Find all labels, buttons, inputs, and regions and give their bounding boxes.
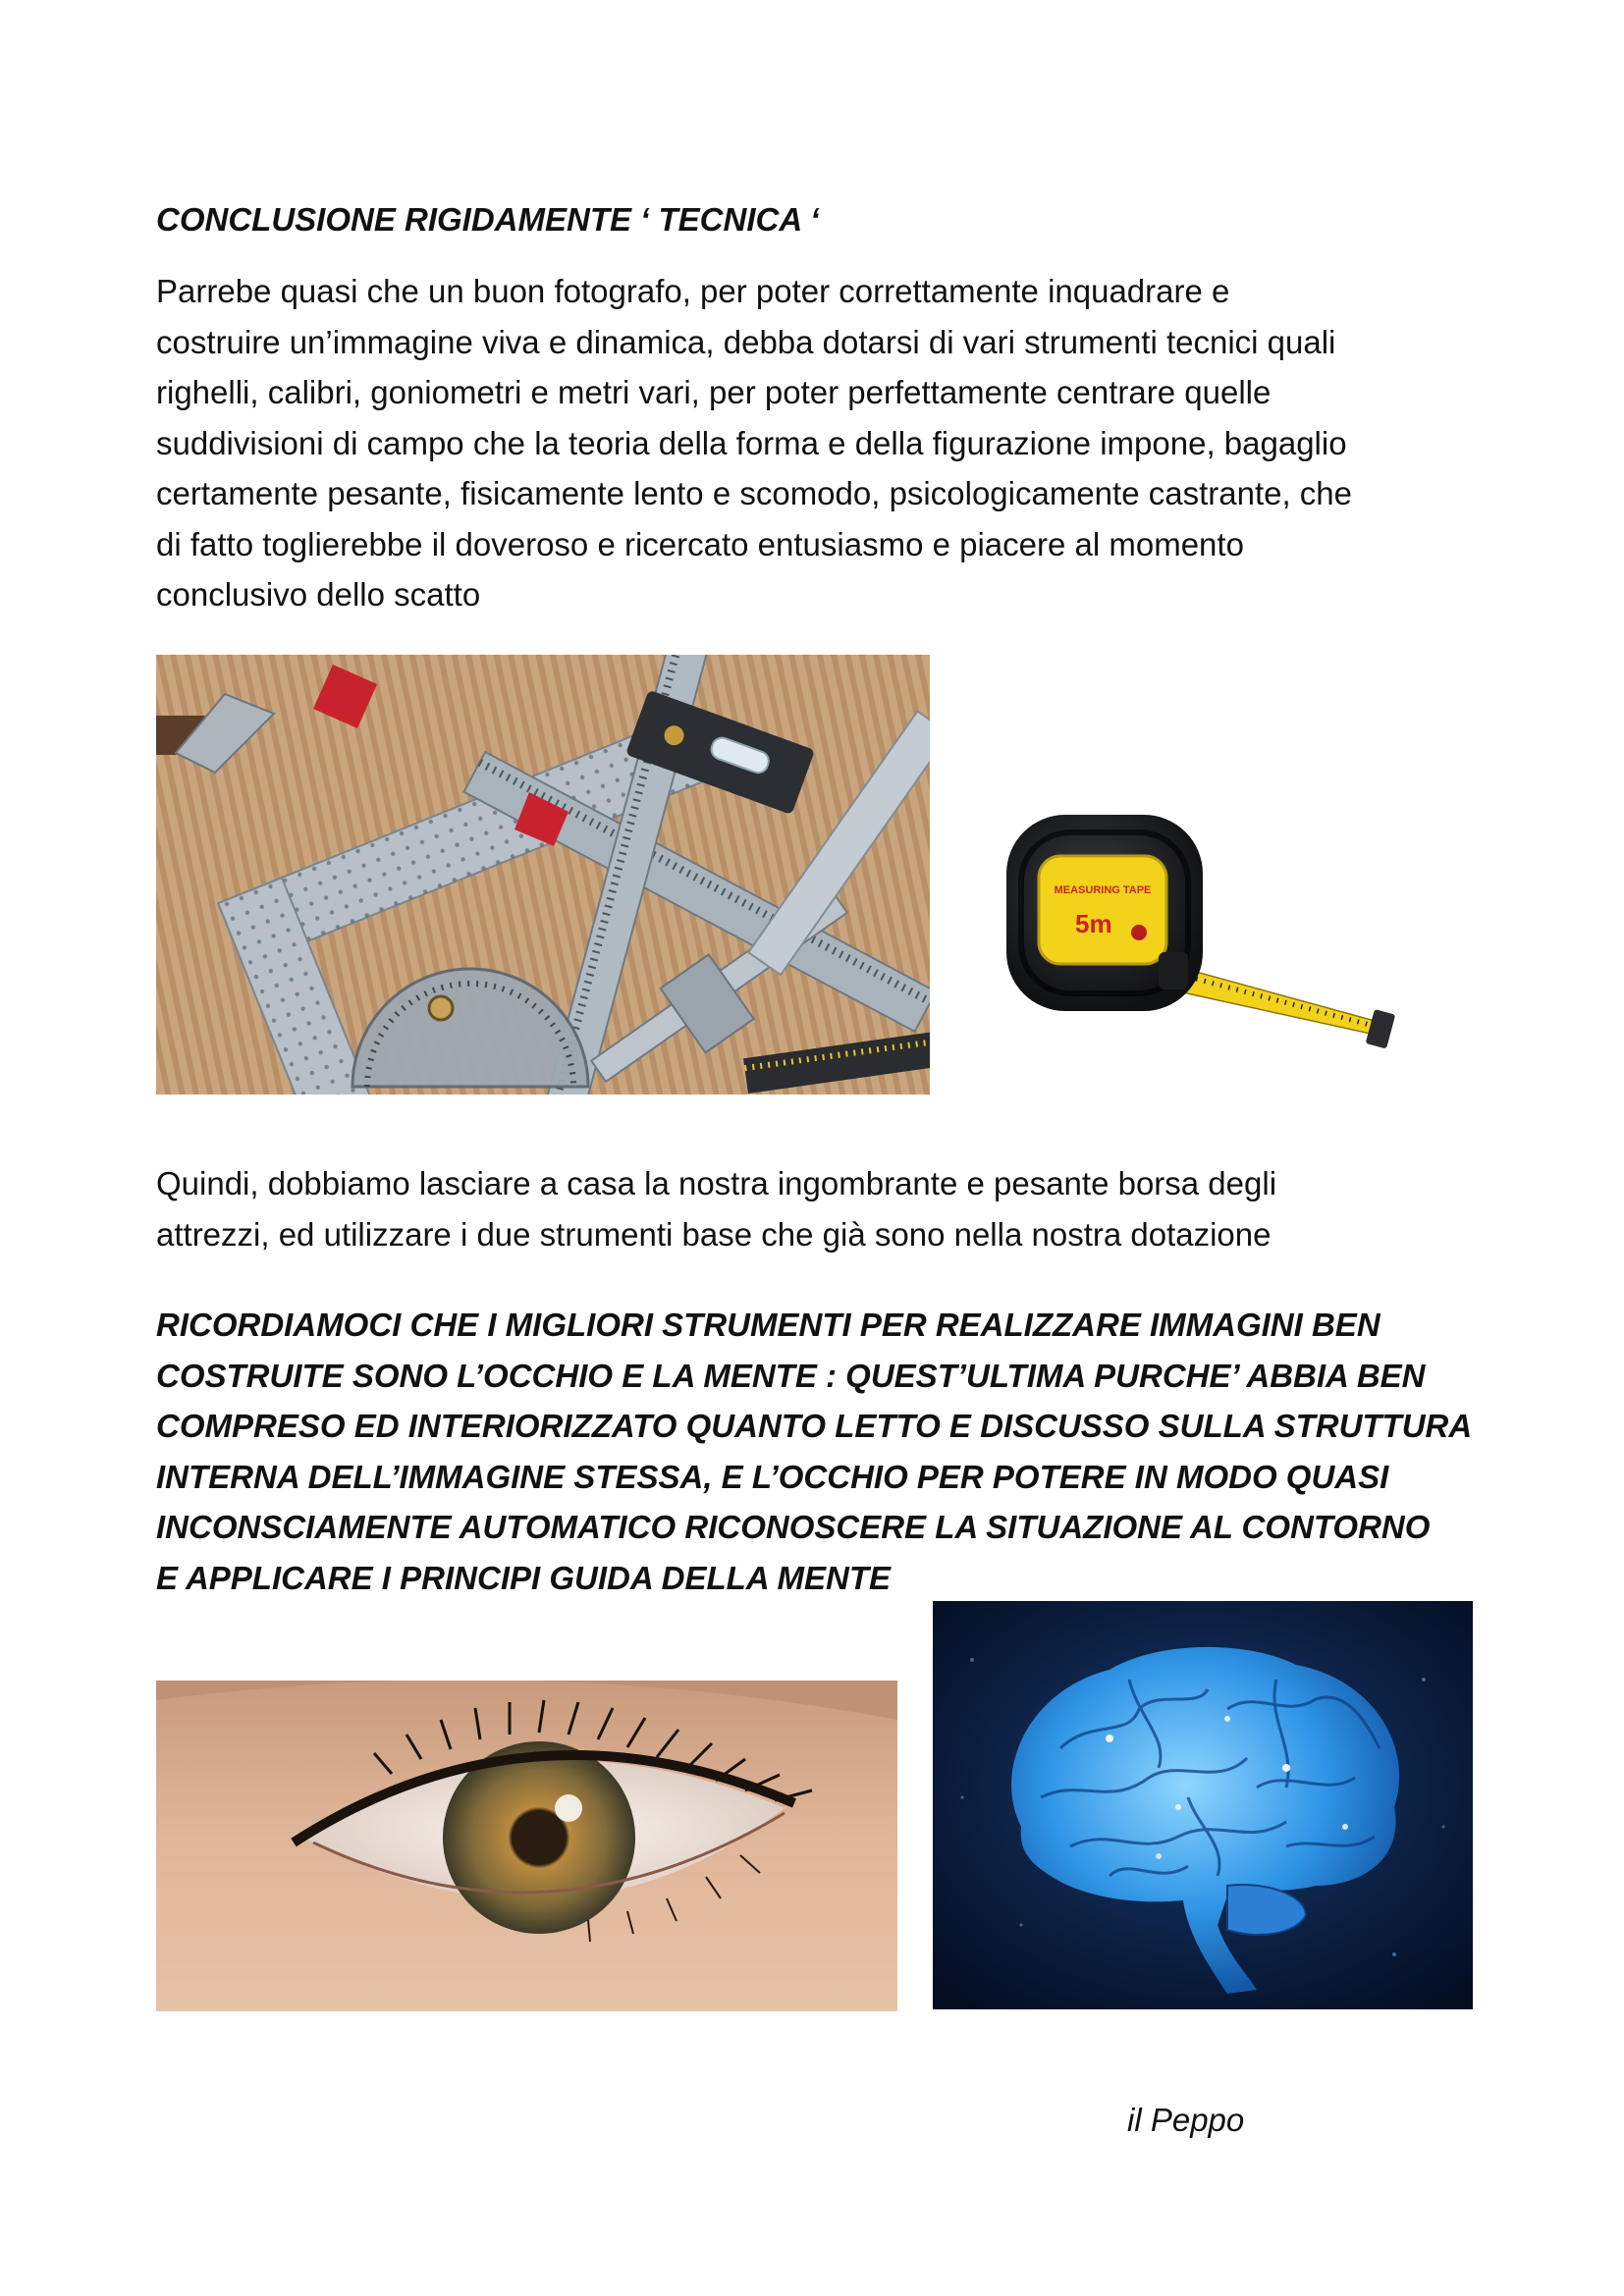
emphasis-line: COMPRESO ED INTERIORIZZATO QUANTO LETTO E DISCUSSO SULLA STRUTTURA bbox=[156, 1408, 1473, 1444]
text-line: Parrebe quasi che un buon fotografo, per poter correttamente inquadrare e bbox=[156, 273, 1230, 309]
text-line: attrezzi, ed utilizzare i due strumenti base che già sono nella nostra dotazione bbox=[156, 1215, 1272, 1253]
text-line: Quindi, dobbiamo lasciare a casa la nostra ingombrante e pesante borsa degli bbox=[156, 1165, 1277, 1201]
emphasis-line: E APPLICARE I PRINCIPI GUIDA DELLA MENTE bbox=[156, 1559, 892, 1596]
page-heading: CONCLUSIONE RIGIDAMENTE ‘ TECNICA ‘ bbox=[156, 201, 820, 238]
author-signature: il Peppo bbox=[1127, 2102, 1245, 2138]
emphasis-paragraph bbox=[156, 1300, 1580, 1603]
emphasis-line: COSTRUITE SONO L’OCCHIO E LA MENTE : QUEST’ULTIMA PURCHE’ ABBIA BEN bbox=[156, 1357, 1426, 1394]
text-line: certamente pesante, fisicamente lento e scomodo, psicologicamente castrante, che bbox=[156, 475, 1353, 511]
intro-paragraph bbox=[156, 266, 1531, 620]
tape-measure-photo bbox=[982, 795, 1404, 1060]
brain-photo bbox=[933, 1601, 1473, 2009]
tape-size-label: 5m bbox=[1075, 909, 1112, 938]
text-line: righelli, calibri, goniometri e metri vari, per poter perfettamente centrare quelle bbox=[156, 374, 1272, 410]
emphasis-line: INCONSCIAMENTE AUTOMATICO RICONOSCERE LA SITUAZIONE AL CONTORNO bbox=[156, 1509, 1431, 1545]
emphasis-line: INTERNA DELL’IMMAGINE STESSA, E L’OCCHIO PER POTERE IN MODO QUASI bbox=[156, 1458, 1389, 1495]
text-line: conclusivo dello scatto bbox=[156, 576, 481, 613]
measuring-tools-photo bbox=[156, 655, 930, 1095]
emphasis-line: RICORDIAMOCI CHE I MIGLIORI STRUMENTI PER REALIZZARE IMMAGINI BEN bbox=[156, 1307, 1380, 1343]
text-line: costruire un’immagine viva e dinamica, debba dotarsi di vari strumenti tecnici quali bbox=[156, 323, 1336, 360]
tape-brand-label: MEASURING TAPE bbox=[1054, 884, 1152, 896]
eye-photo bbox=[156, 1681, 897, 2011]
text-line: di fatto toglierebbe il doveroso e ricercato entusiasmo e piacere al momento bbox=[156, 525, 1244, 562]
second-paragraph bbox=[156, 1158, 1531, 1259]
text-line: suddivisioni di campo che la teoria della forma e della figurazione impone, bagaglio bbox=[156, 424, 1347, 461]
